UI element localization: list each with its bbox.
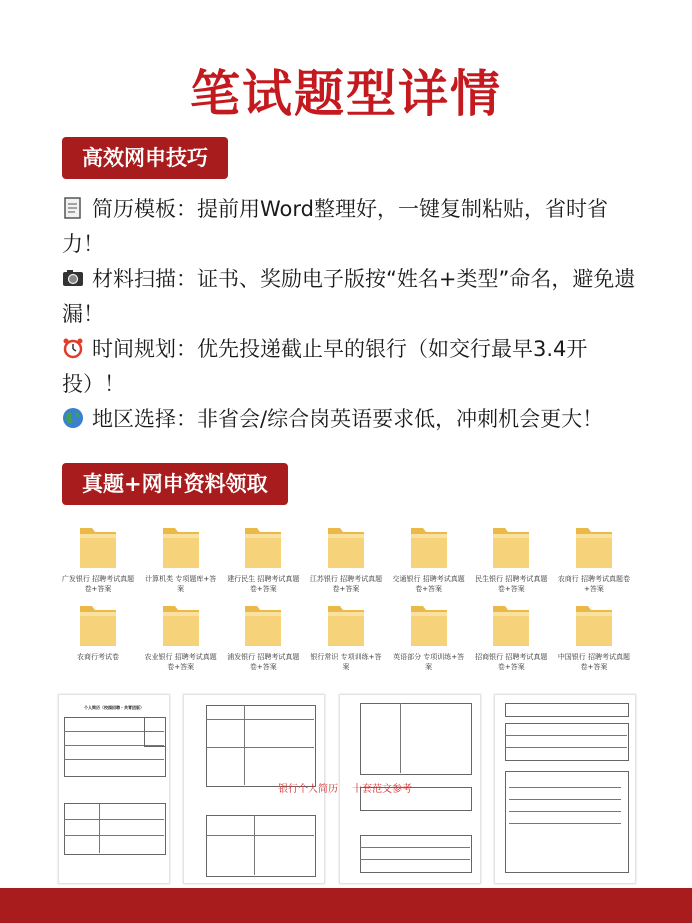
folder-item[interactable]	[143, 600, 219, 672]
folder-label: 浦发银行 招聘考试真题卷+答案	[227, 653, 300, 671]
folder-item[interactable]	[556, 600, 632, 672]
folder-label: 中国银行 招聘考试真题卷+答案	[557, 653, 631, 671]
folder-icon	[241, 522, 285, 572]
folder-row	[60, 600, 632, 672]
folder-item[interactable]	[308, 600, 384, 672]
folder-icon	[324, 522, 368, 572]
folder-icon	[407, 600, 451, 650]
folder-item[interactable]	[391, 522, 467, 594]
tip-item	[62, 332, 642, 402]
folder-icon	[489, 522, 533, 572]
tip-text: 时间规划：优先投递截止早的银行（如交行最早3.4开投）！	[62, 337, 588, 396]
alarm-clock-icon	[62, 337, 84, 359]
folder-label: 江苏银行 招聘考试真题卷+答案	[309, 575, 383, 593]
folder-icon	[76, 600, 120, 650]
folder-item[interactable]	[473, 522, 549, 594]
folder-icon	[159, 522, 203, 572]
folder-item[interactable]	[473, 600, 549, 672]
overlay-text: 银行个人简历	[278, 784, 338, 795]
folder-icon	[572, 522, 616, 572]
folder-icon	[76, 522, 120, 572]
folder-item[interactable]	[556, 522, 632, 594]
folder-label: 广发银行 招聘考试真题卷+答案	[61, 575, 135, 593]
folder-item[interactable]	[391, 600, 467, 672]
folder-label: 银行常识 专项训练+答案	[310, 653, 382, 671]
tip-item	[62, 192, 642, 262]
folder-label: 招商银行 招聘考试真题卷+答案	[475, 653, 548, 671]
tip-text: 地区选择：非省会/综合岗英语要求低，冲刺机会更大！	[92, 407, 604, 431]
bottom-bar	[0, 888, 692, 923]
folder-label: 交通银行 招聘考试真题卷+答案	[392, 575, 465, 593]
folder-label: 农商行考试卷	[77, 653, 119, 661]
tip-item	[62, 402, 642, 437]
folder-label: 民生银行 招聘考试真题卷+答案	[475, 575, 548, 593]
folder-label: 农商行 招聘考试真题卷+答案	[557, 575, 631, 593]
tip-text: 简历模板：提前用Word整理好，一键复制粘贴，省时省力！	[62, 197, 608, 256]
folder-grid	[60, 522, 632, 672]
overlay-text: 十套范文参考	[352, 784, 412, 795]
folder-row	[60, 522, 632, 594]
page-title: 笔试题型详情	[190, 65, 502, 123]
folder-icon	[241, 600, 285, 650]
folder-label: 计算机类 专项题库+答案	[145, 575, 217, 593]
folder-icon	[489, 600, 533, 650]
globe-icon	[62, 407, 84, 429]
folder-icon	[324, 600, 368, 650]
folder-item[interactable]	[60, 600, 136, 672]
folder-item[interactable]	[143, 522, 219, 594]
folder-label: 英语部分 专项训练+答案	[393, 653, 465, 671]
folder-icon	[159, 600, 203, 650]
folder-item[interactable]	[60, 522, 136, 594]
camera-icon	[62, 267, 84, 289]
resume-preview[interactable]	[494, 694, 636, 884]
folder-icon	[572, 600, 616, 650]
document-icon	[62, 197, 84, 219]
tip-text: 材料扫描：证书、奖励电子版按“姓名+类型”命名，避免遗漏！	[62, 267, 636, 326]
resume-preview[interactable]	[58, 694, 170, 884]
section-tag-tips: 高效网申技巧	[62, 137, 228, 179]
folder-item[interactable]	[308, 522, 384, 594]
tip-item	[62, 262, 642, 332]
resume-overlay-caption	[278, 780, 412, 795]
folder-item[interactable]	[225, 600, 301, 672]
folder-label: 建行民生 招聘考试真题卷+答案	[227, 575, 300, 593]
resume-title: 个人简历（校园招聘・共青团版）	[84, 705, 144, 710]
tips-list	[62, 192, 642, 437]
folder-item[interactable]	[225, 522, 301, 594]
folder-label: 农业银行 招聘考试真题卷+答案	[144, 653, 217, 671]
section-tag-materials: 真题+网申资料领取	[62, 463, 288, 505]
folder-icon	[407, 522, 451, 572]
